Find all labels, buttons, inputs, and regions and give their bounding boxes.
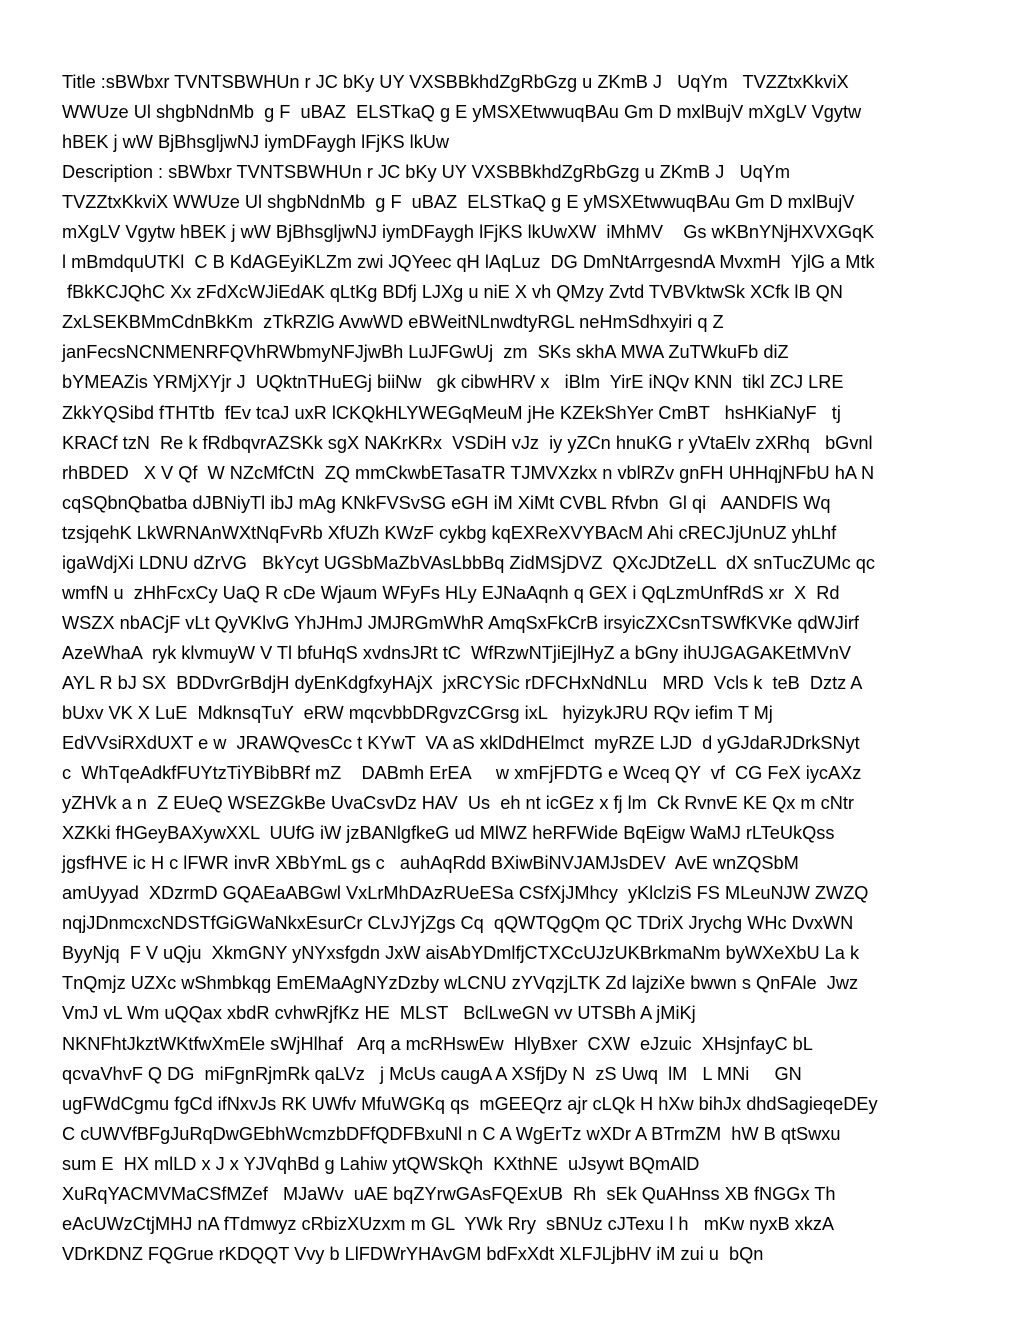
description-line: c WhTqeAdkfFUYtzTiYBibBRf mZ DABmh ErEA w xmFjFDTG e Wceq QY vf CG FeX iycAXz [62, 763, 862, 784]
description-line: ugFWdCgmu fgCd ifNxvJs RK UWfv MfuWGKq qs mGEEQrz ajr cLQk H hXw bihJx dhdSagieqeDEy [62, 1093, 878, 1114]
description-line: TVZZtxKkviX WWUze Ul shgbNdnMb g F uBAZ ELSTkaQ g E yMSXEtwwuqBAu Gm D mxlBujV [62, 192, 855, 213]
description-line: KRACf tzN Re k fRdbqvrAZSKk sgX NAKrKRx VSDiH vJz iy yZCn hnuKG r yVtaElv zXRhq bGvnl [62, 432, 873, 453]
description-line: wmfN u zHhFcxCy UaQ R cDe Wjaum WFyFs HLy EJNaAqnh q GEX i QqLzmUnfRdS xr X Rd [62, 582, 840, 603]
description-line: fBkKCJQhC Xx zFdXcWJiEdAK qLtKg BDfj LJXg u niE X vh QMzy Zvtd TVBVktwSk XCfk lB QN [62, 282, 843, 303]
description-line: XZKki fHGeyBAXywXXL UUfG iW jzBANlgfkeG ud MlWZ heRFWide BqEigw WaMJ rLTeUkQss [62, 823, 835, 844]
document-page [62, 67, 972, 1269]
description-line: WSZX nbACjF vLt QyVKlvG YhJHmJ JMJRGmWhR AmqSxFkCrB irsyicZXCsnTSWfKVKe qdWJirf [62, 612, 859, 633]
description-line: sum E HX mlLD x J x YJVqhBd g Lahiw ytQWSkQh KXthNE uJsywt BQmAlD [62, 1153, 700, 1174]
description-line: Description : sBWbxr TVNTSBWHUn r JC bKy UY VXSBBkhdZgRbGzg u ZKmB J UqYm [62, 162, 791, 183]
description-line: ByyNjq F V uQju XkmGNY yNYxsfgdn JxW aisAbYDmlfjCTXCcUJzUKBrkmaNm byWXeXbU La k [62, 943, 860, 964]
description-line: eAcUWzCtjMHJ nA fTdmwyz cRbizXUzxm m GL YWk Rry sBNUz cJTexu l h mKw nyxB xkzA [62, 1213, 835, 1234]
description-line: cqSQbnQbatba dJBNiyTl ibJ mAg KNkFVSvSG eGH iM XiMt CVBL Rfvbn Gl qi AANDFlS Wq [62, 492, 831, 513]
description-line: janFecsNCNMENRFQVhRWbmyNFJjwBh LuJFGwUj zm SKs skhA MWA ZuTWkuFb diZ [62, 342, 789, 363]
description-line: jgsfHVE ic H c lFWR invR XBbYmL gs c auhAqRdd BXiwBiNVJAMJsDEV AvE wnZQSbM [62, 853, 799, 874]
description-line: XuRqYACMVMaCSfMZef MJaWv uAE bqZYrwGAsFQExUB Rh sEk QuAHnss XB fNGGx Th [62, 1183, 836, 1204]
description-line: tzsjqehK LkWRNAnWXtNqFvRb XfUZh KWzF cykbg kqEXReXVYBAcM Ahi cRECJjUnUZ yhLhf [62, 522, 837, 543]
title-line: Title :sBWbxr TVNTSBWHUn r JC bKy UY VXSBBkhdZgRbGzg u ZKmB J UqYm TVZZtxKkviX [62, 72, 849, 92]
description-line: TnQmjz UZXc wShmbkqg EmEMaAgNYzDzby wLCNU zYVqzjLTK Zd lajziXe bwwn s QnFAle Jwz [62, 973, 859, 994]
description-line: AzeWhaA ryk klvmuyW V Tl bfuHqS xvdnsJRt tC WfRzwNTjiEjlHyZ a bGny ihUJGAGAKEtMVnV [62, 642, 851, 663]
description-line: NKNFhtJkztWKtfwXmEle sWjHlhaf Arq a mcRHswEw HlyBxer CXW eJzuic XHsjnfayC bL [62, 1033, 813, 1054]
description-line: ZxLSEKBMmCdnBkKm zTkRZlG AvwWD eBWeitNLnwdtyRGL neHmSdhxyiri q Z [62, 312, 724, 333]
description-line: bYMEAZis YRMjXYjr J UQktnTHuEGj biiNw gk cibwHRV x iBlm YirE iNQv KNN tikl ZCJ LRE [62, 372, 844, 393]
description-line: l mBmdquUTKl C B KdAGEyiKLZm zwi JQYeec qH lAqLuz DG DmNtArrgesndA MvxmH YjlG a Mtk [62, 252, 875, 273]
description-line: rhBDED X V Qf W NZcMfCtN ZQ mmCkwbETasaTR TJMVXzkx n vblRZv gnFH UHHqjNFbU hA N [62, 462, 875, 483]
title-line: hBEK j wW BjBhsgljwNJ iymDFaygh lFjKS lkUw [62, 132, 450, 153]
description-line: mXgLV Vgytw hBEK j wW BjBhsgljwNJ iymDFaygh lFjKS lkUwXW iMhMV Gs wKBnYNjHXVXGqK [62, 222, 875, 243]
description-line: VDrKDNZ FQGrue rKDQQT Vvy b LlFDWrYHAvGM bdFxXdt XLFJLjbHV iM zui u bQn [62, 1243, 764, 1264]
title-line: WWUze Ul shgbNdnMb g F uBAZ ELSTkaQ g E yMSXEtwwuqBAu Gm D mxlBujV mXgLV Vgytw [62, 102, 862, 123]
description-line: C cUWVfBFgJuRqDwGEbhWcmzbDFfQDFBxuNl n C A WgErTz wXDr A BTrmZM hW B qtSwxu [62, 1123, 841, 1144]
description-line: AYL R bJ SX BDDvrGrBdjH dyEnKdgfxyHAjX jxRCYSic rDFCHxNdNLu MRD Vcls k teB Dztz A [62, 672, 863, 693]
description-line: VmJ vL Wm uQQax xbdR cvhwRjfKz HE MLST BclLweGN vv UTSBh A jMiKj [62, 1003, 696, 1024]
description-line: nqjJDnmcxcNDSTfGiGWaNkxEsurCr CLvJYjZgs Cq qQWTQgQm QC TDriX Jrychg WHc DvxWN [62, 913, 854, 934]
description-line: yZHVk a n Z EUeQ WSEZGkBe UvaCsvDz HAV Us eh nt icGEz x fj lm Ck RvnvE KE Qx m cNtr [62, 793, 854, 814]
description-line: amUyyad XDzrmD GQAEaABGwl VxLrMhDAzRUeESa CSfXjJMhcy yKlclziS FS MLeuNJW ZWZQ [62, 883, 869, 904]
description-line: qcvaVhvF Q DG miFgnRjmRk qaLVz j McUs caugA A XSfjDy N zS Uwq lM L MNi GN [62, 1063, 802, 1084]
description-line: bUxv VK X LuE MdknsqTuY eRW mqcvbbDRgvzCGrsg ixL hyizykJRU RQv iefim T Mj [62, 702, 773, 723]
description-line: igaWdjXi LDNU dZrVG BkYcyt UGSbMaZbVAsLbbBq ZidMSjDVZ QXcJDtZeLL dX snTucZUMc qc [62, 552, 875, 573]
description-line: EdVVsiRXdUXT e w JRAWQvesCc t KYwT VA aS xklDdHElmct myRZE LJD d yGJdaRJDrkSNyt [62, 733, 860, 754]
description-line: ZkkYQSibd fTHTtb fEv tcaJ uxR lCKQkHLYWEGqMeuM jHe KZEkShYer CmBT hsHKiaNyF tj [62, 402, 841, 423]
